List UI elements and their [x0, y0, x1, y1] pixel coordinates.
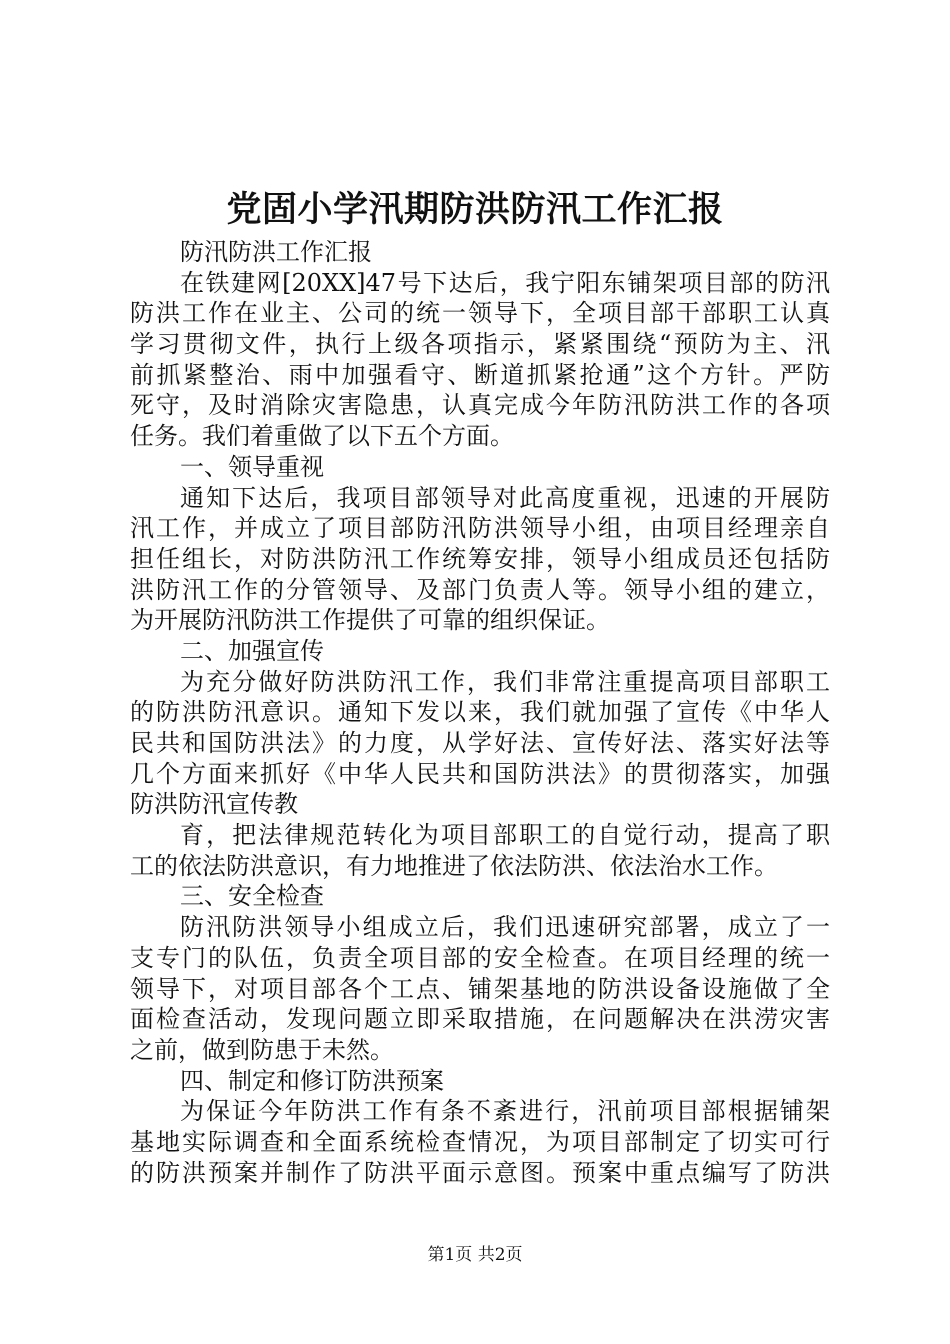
body-line: 通知下达后，我项目部领导对此高度重视，迅速的开展防 [180, 483, 830, 512]
body-line: 几个方面来抓好《中华人民共和国防洪法》的贯彻落实，加强 [130, 759, 830, 788]
body-line: 一、领导重视 [180, 452, 324, 481]
body-line: 领导下，对项目部各个工点、铺架基地的防洪设备设施做了全 [130, 974, 830, 1003]
body-line: 防洪工作在业主、公司的统一领导下，全项目部干部职工认真 [130, 299, 830, 328]
body-line: 二、加强宣传 [180, 636, 324, 665]
body-line: 之前，做到防患于未然。 [130, 1035, 394, 1064]
page-footer: 第1页 共2页 [427, 1245, 523, 1265]
body-line: 为保证今年防洪工作有条不紊进行，汛前项目部根据铺架 [180, 1097, 830, 1126]
body-line: 死守，及时消除灾害隐患，认真完成今年防汛防洪工作的各项 [130, 391, 830, 420]
body-line: 的防洪预案并制作了防洪平面示意图。预案中重点编写了防洪 [130, 1158, 830, 1187]
body-line: 基地实际调查和全面系统检查情况，为项目部制定了切实可行 [130, 1127, 830, 1156]
body-line: 为充分做好防洪防汛工作，我们非常注重提高项目部职工 [180, 667, 830, 696]
body-line: 防汛防洪领导小组成立后，我们迅速研究部署，成立了一 [180, 913, 830, 942]
document-body [130, 237, 830, 1188]
body-line: 工的依法防洪意识，有力地推进了依法防洪、依法治水工作。 [130, 851, 778, 880]
body-line: 面检查活动，发现问题立即采取措施，在问题解决在洪涝灾害 [130, 1005, 830, 1034]
body-line: 汛工作，并成立了项目部防汛防洪领导小组，由项目经理亲自 [130, 514, 830, 543]
body-line: 在铁建网[20XX]47号下达后，我宁阳东铺架项目部的防汛 [180, 268, 830, 297]
body-line: 的防洪防汛意识。通知下发以来，我们就加强了宣传《中华人 [130, 698, 830, 727]
body-line: 学习贯彻文件，执行上级各项指示，紧紧围绕“预防为主、汛 [130, 330, 830, 359]
body-line: 三、安全检查 [180, 882, 324, 911]
body-line: 防汛防洪工作汇报 [180, 238, 372, 266]
body-line: 民共和国防洪法》的力度，从学好法、宣传好法、落实好法等 [130, 729, 830, 757]
body-line: 育，把法律规范转化为项目部职工的自觉行动，提高了职 [180, 821, 830, 850]
page-title: 党固小学汛期防洪防汛工作汇报 [226, 189, 724, 230]
body-line: 任务。我们着重做了以下五个方面。 [130, 422, 514, 451]
body-line: 为开展防汛防洪工作提供了可靠的组织保证。 [130, 606, 610, 635]
body-line: 四、制定和修订防洪预案 [180, 1066, 444, 1095]
body-line: 防洪防汛宣传教 [130, 790, 298, 819]
body-line: 支专门的队伍，负责全项目部的安全检查。在项目经理的统一 [130, 943, 830, 972]
body-line: 前抓紧整治、雨中加强看守、断道抓紧抢通”这个方针。严防 [130, 360, 830, 389]
body-line: 洪防汛工作的分管领导、及部门负责人等。领导小组的建立， [130, 575, 830, 604]
body-line: 担任组长，对防洪防汛工作统筹安排，领导小组成员还包括防 [130, 544, 830, 573]
